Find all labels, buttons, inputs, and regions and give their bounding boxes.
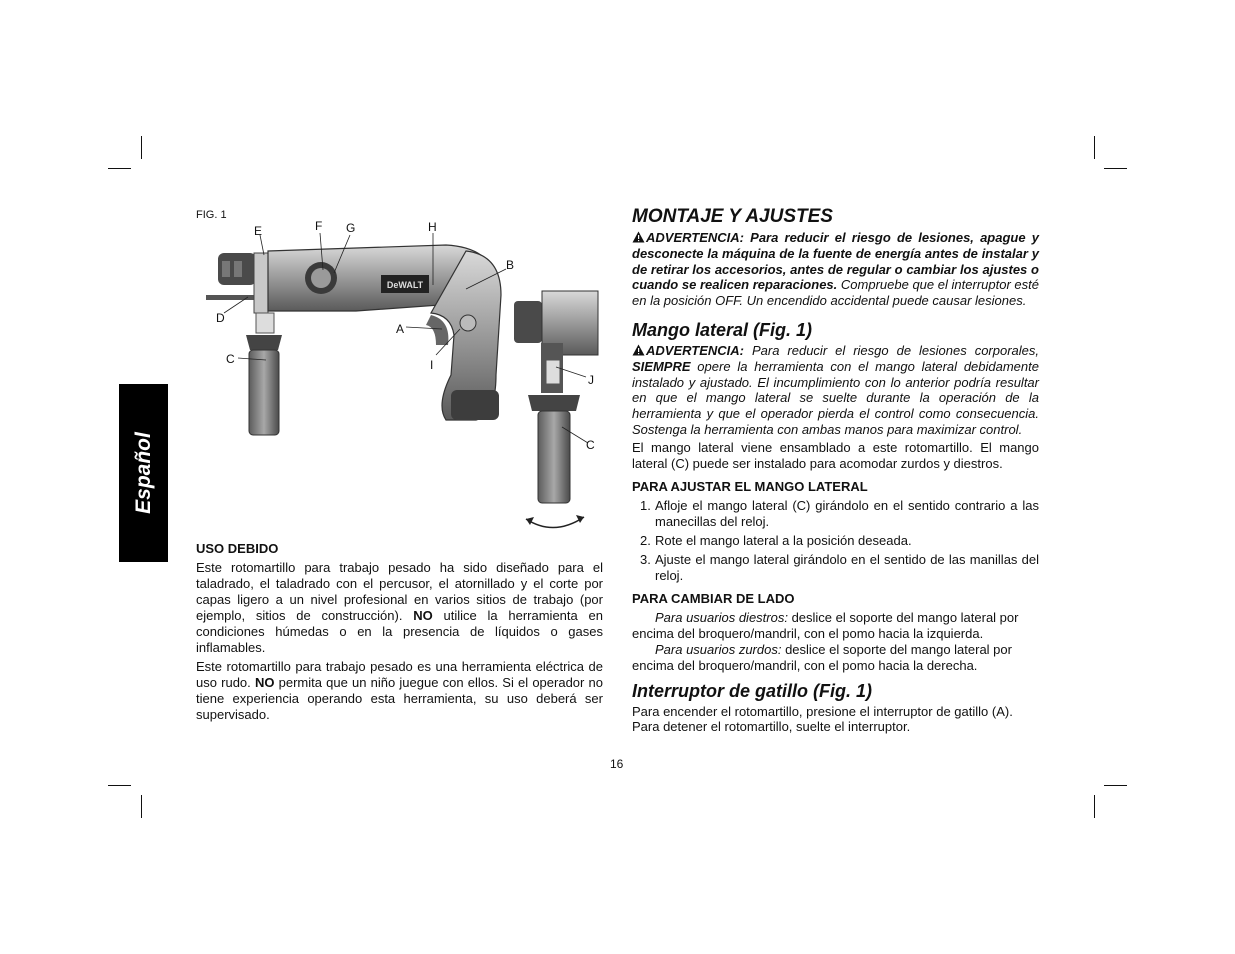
cambiar-lado-heading: PARA CAMBIAR DE LADO <box>632 591 795 607</box>
mango-lateral-heading: Mango lateral (Fig. 1) <box>632 319 813 340</box>
language-tab <box>119 384 168 562</box>
callout-d: D <box>216 311 225 325</box>
callout-i: I <box>430 358 434 372</box>
ajustar-steps-list <box>632 498 1039 583</box>
warning-1: ADVERTENCIA: Para reducir el riesgo de lesiones, apague y desconecte la máquina de la fuente de energía antes de instalar y de retirar los accesorios, antes de regular o cambiar los ajustes o cuando se realicen reparaciones. Compruebe que el interruptor esté en la posición OFF. Un encendido accidental puede causar lesiones. <box>632 230 1039 309</box>
page-number: 16 <box>610 757 624 771</box>
drill-illustration <box>196 215 606 535</box>
montaje-heading: MONTAJE Y AJUSTES <box>632 206 833 227</box>
uso-debido-paragraph-2: Este rotomartillo para trabajo pesado es una herramienta eléctrica de uso rudo. NO permita que un niño juegue con ellos. Si el operador no tiene experiencia operando esta herramienta, su uso deberá ser supervisado. <box>196 659 603 722</box>
right-column <box>632 206 1039 735</box>
crop-mark <box>141 136 142 159</box>
interruptor-paragraph: Para encender el rotomartillo, presione el interruptor de gatillo (A). Para detener el rotomartillo, suelte el interruptor. <box>632 703 1013 735</box>
warning-2: ADVERTENCIA: Para reducir el riesgo de lesiones corporales, SIEMPRE opere la herramienta con el mango lateral debidamente instalado y ajustado. El incumplimiento con lo anterior podría resultar en que el mango lateral se suelte durante la operación de la herramienta y que el operador pierda el control como consecuencia. Sostenga la herramienta con ambas manos para maximizar control. <box>632 342 1039 437</box>
callout-j: J <box>588 373 594 387</box>
diestros-paragraph: Para usuarios diestros: deslice el soporte del mango lateral por encima del broquero/mandril, con el pomo hacia la izquierda. <box>632 610 1019 642</box>
mango-lateral-paragraph: El mango lateral viene ensamblado a este rotomartillo. El mango lateral (C) puede ser instalado para acomodar zurdos y diestros. <box>632 439 1039 471</box>
callout-c: C <box>226 352 235 366</box>
callout-a: A <box>396 322 405 336</box>
callout-e: E <box>254 224 263 238</box>
warning-icon <box>632 231 645 243</box>
callout-g: G <box>346 221 356 235</box>
list-item: 1. Afloje el mango lateral (C) girándolo en el sentido contrario a las manecillas del reloj. <box>640 498 1039 530</box>
crop-mark <box>1094 136 1095 159</box>
left-column <box>196 541 603 723</box>
list-item: 3. Ajuste el mango lateral girándolo en el sentido de las manillas del reloj. <box>640 551 1039 583</box>
crop-mark <box>108 785 131 786</box>
figure-label: FIG. 1 <box>196 209 227 221</box>
zurdos-paragraph: Para usuarios zurdos: deslice el soporte del mango lateral por encima del broquero/mandril, con el pomo hacia la derecha. <box>632 641 1012 673</box>
callout-c-2: C <box>586 438 595 452</box>
callout-f: F <box>315 219 323 233</box>
callout-h: H <box>428 220 437 234</box>
crop-mark <box>1104 785 1127 786</box>
crop-mark <box>1094 795 1095 818</box>
ajustar-mango-heading: PARA AJUSTAR EL MANGO LATERAL <box>632 479 868 495</box>
warning-icon <box>632 344 645 356</box>
callout-b: B <box>506 258 515 272</box>
crop-mark <box>141 795 142 818</box>
list-item: 2. Rote el mango lateral a la posición deseada. <box>640 532 912 548</box>
crop-mark <box>108 168 131 169</box>
crop-mark <box>1104 168 1127 169</box>
uso-debido-paragraph-1: Este rotomartillo para trabajo pesado ha sido diseñado para el taladrado, el taladrado con el percusor, el atornillado y el corte por capas ligero a un nivel profesional en varios sitios de trabajo (por ejemplo, sitios de construcción). NO utilice la herramienta en condiciones húmedas o en la presencia de líquidos o gases inflamables. <box>196 560 603 655</box>
interruptor-heading: Interruptor de gatillo (Fig. 1) <box>632 680 872 701</box>
uso-debido-heading: USO DEBIDO <box>196 541 279 556</box>
dewalt-logo: DeWALT <box>386 280 424 290</box>
language-tab-label: Español <box>131 432 155 514</box>
